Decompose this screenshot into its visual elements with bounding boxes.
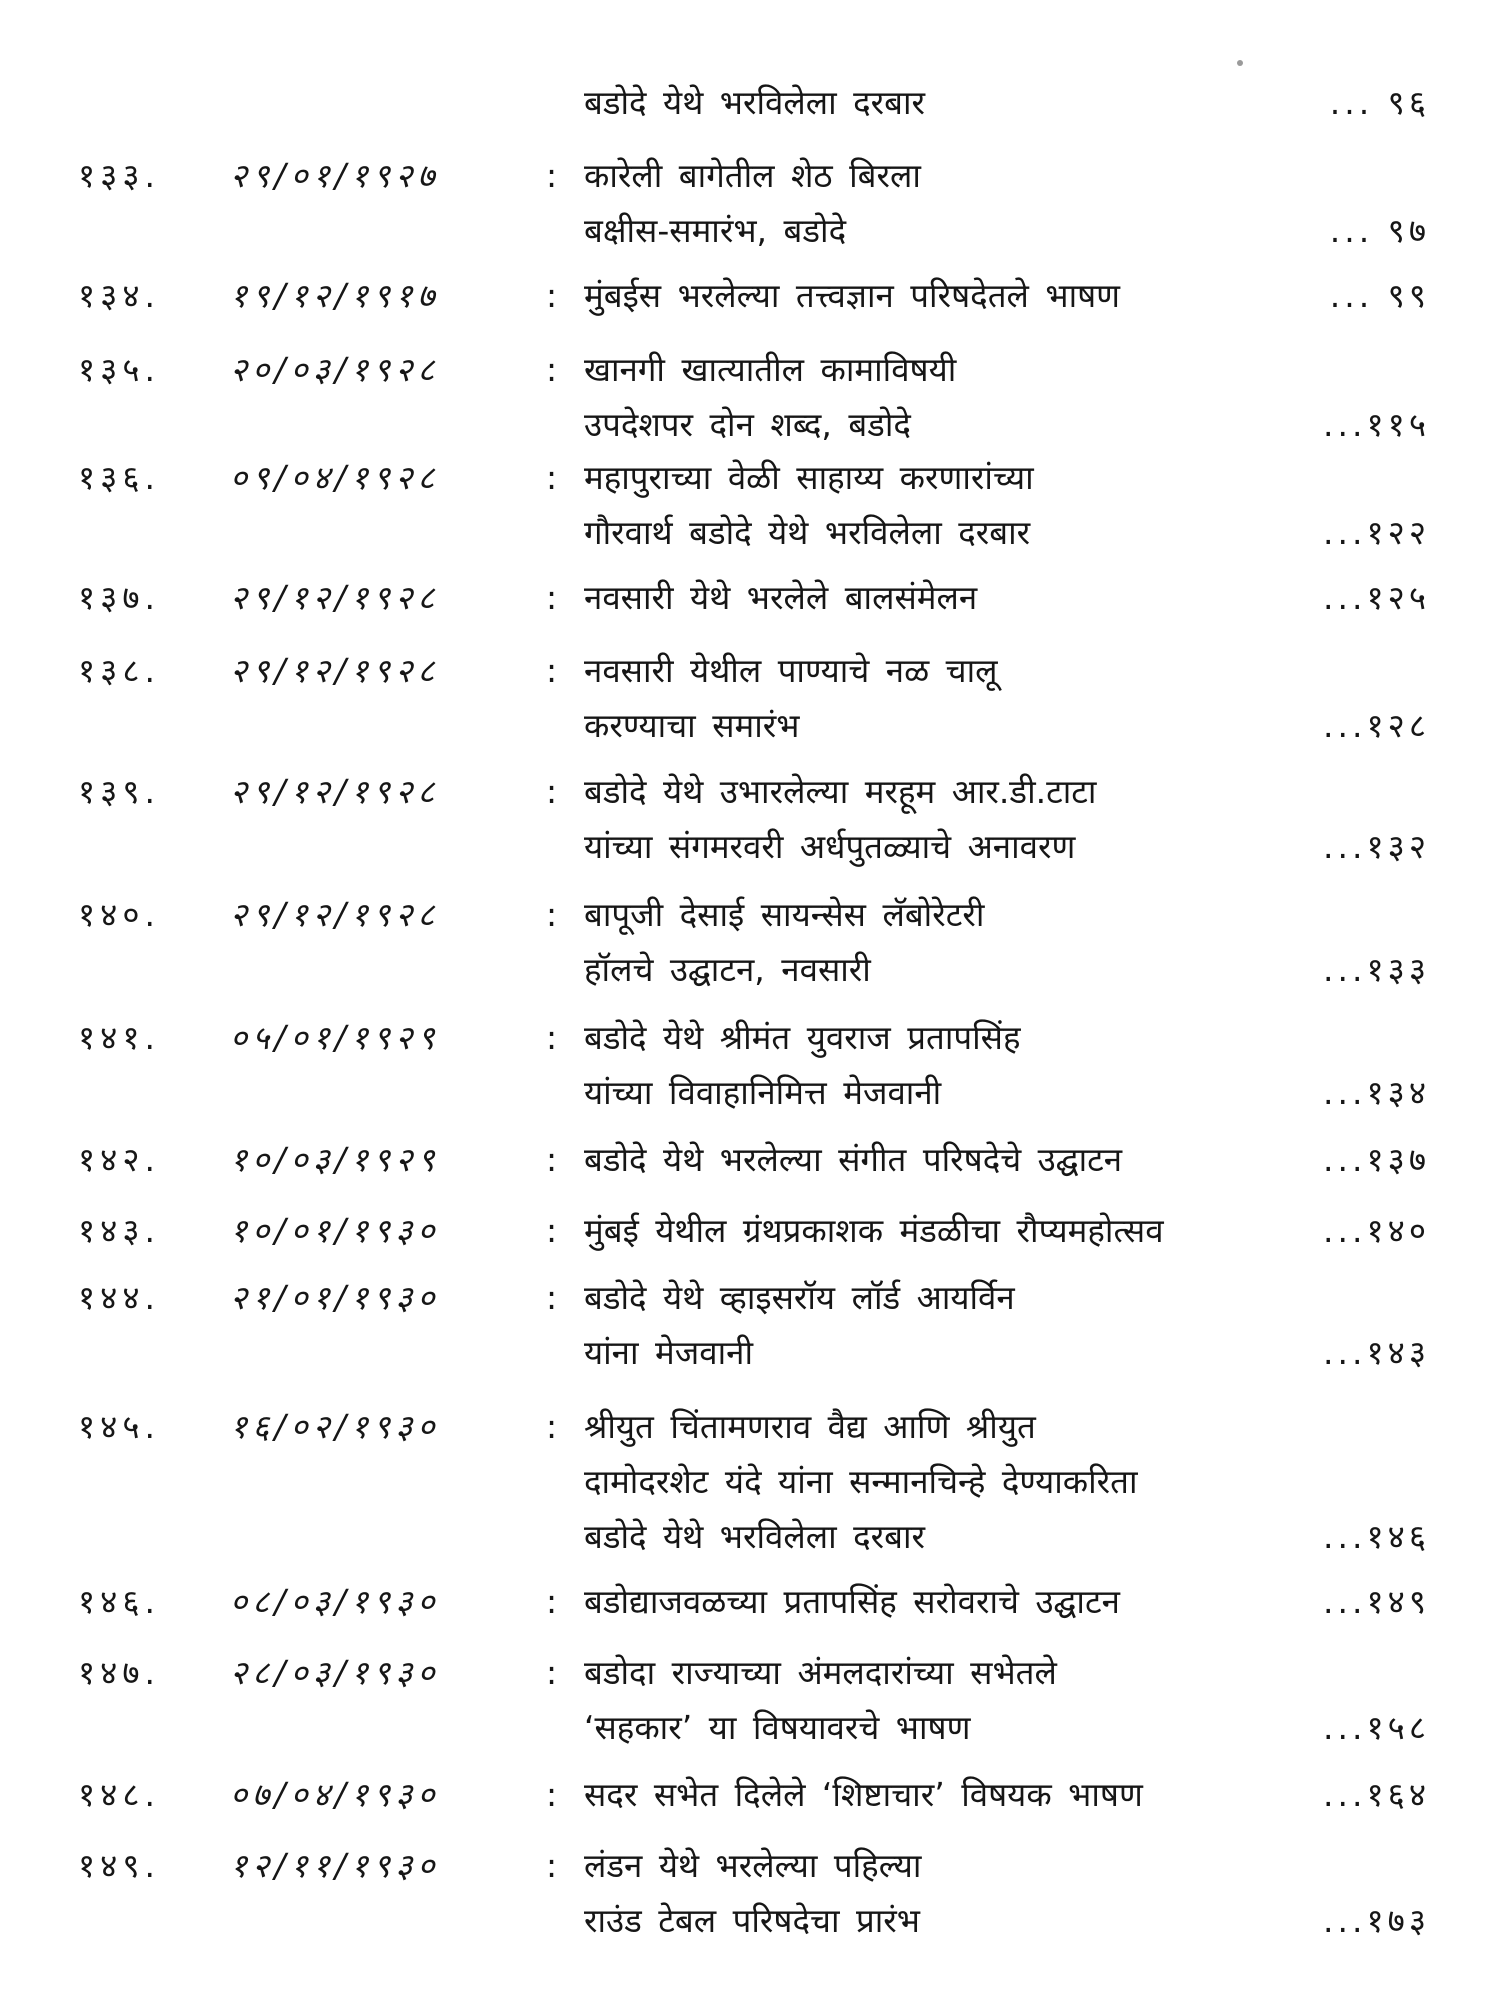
- entry-date: २८/०३/१९३०: [230, 1653, 440, 1692]
- entry-title: [584, 643, 1284, 753]
- page-number: ...१५८: [1323, 1708, 1430, 1747]
- entry-separator: :: [546, 276, 558, 315]
- entry-title: [584, 570, 1284, 625]
- entry-date: २१/०१/१९३०: [230, 1278, 440, 1317]
- title-line: खानगी खात्यातील कामाविषयी: [584, 350, 957, 389]
- title-line: नवसारी येथील पाण्याचे नळ चालू: [584, 651, 998, 690]
- page-number: ...१४०: [1323, 1211, 1430, 1250]
- entry-date: २९/१२/१९२८: [230, 772, 440, 811]
- entry-separator: :: [546, 458, 558, 497]
- title-line: बडोदे येथे भरविलेला दरबार: [584, 1517, 926, 1556]
- entry-date: १६/०२/१९३०: [230, 1407, 440, 1446]
- title-line: हॉलचे उद्घाटन, नवसारी: [584, 950, 871, 989]
- entry-separator: :: [546, 651, 558, 690]
- entry-title: [584, 1574, 1284, 1629]
- scan-mark: [1237, 60, 1243, 66]
- entry-date: २९/१२/१९२८: [230, 651, 440, 690]
- page-number: ... ९६: [1329, 83, 1430, 122]
- title-line: बडोदे येथे उभारलेल्या मरहूम आर.डी.टाटा: [584, 772, 1097, 811]
- entry-title: [584, 1010, 1284, 1120]
- page-number: ...१४९: [1323, 1582, 1430, 1621]
- entry-separator: :: [546, 1582, 558, 1621]
- entry-title: [584, 1645, 1284, 1755]
- entry-date: २९/१२/१९२८: [230, 578, 440, 617]
- entry-number: १३३.: [78, 156, 160, 195]
- entry-date: ०८/०३/१९३०: [230, 1582, 440, 1621]
- entry-number: १३४.: [78, 276, 160, 315]
- entry-separator: :: [546, 1018, 558, 1057]
- page-number: ...१३७: [1323, 1140, 1430, 1179]
- entry-title: [584, 75, 1284, 130]
- entry-number: १३९.: [78, 772, 160, 811]
- entry-number: १४४.: [78, 1278, 160, 1317]
- entry-title: [584, 1132, 1284, 1187]
- entry-number: १४१.: [78, 1018, 160, 1057]
- entry-date: १०/०१/१९३०: [230, 1211, 440, 1250]
- entry-number: १४०.: [78, 895, 160, 934]
- title-line: राउंड टेबल परिषदेचा प्रारंभ: [584, 1901, 921, 1940]
- title-line: बडोदे येथे भरविलेला दरबार: [584, 83, 926, 122]
- entry-title: [584, 1838, 1284, 1948]
- entry-title: [584, 450, 1284, 560]
- entry-date: २०/०३/१९२८: [230, 350, 440, 389]
- entry-number: १४३.: [78, 1211, 160, 1250]
- title-line: बडोदे येथे श्रीमंत युवराज प्रतापसिंह: [584, 1018, 1021, 1057]
- title-line: बडोदा राज्याच्या अंमलदारांच्या सभेतले: [584, 1653, 1057, 1692]
- entry-title: [584, 887, 1284, 997]
- entry-number: १४८.: [78, 1775, 160, 1814]
- entry-title: [584, 268, 1284, 323]
- entry-number: १३६.: [78, 458, 160, 497]
- entry-separator: :: [546, 772, 558, 811]
- entry-date: १९/१२/१९१७: [230, 276, 440, 315]
- page-number: ...१२८: [1323, 706, 1430, 745]
- title-line: गौरवार्थ बडोदे येथे भरविलेला दरबार: [584, 513, 1031, 552]
- page-number: ...१३४: [1323, 1073, 1430, 1112]
- entry-separator: :: [546, 1140, 558, 1179]
- entry-separator: :: [546, 1653, 558, 1692]
- entry-title: [584, 764, 1284, 874]
- entry-number: १४९.: [78, 1846, 160, 1885]
- entry-number: १३७.: [78, 578, 160, 617]
- title-line: यांच्या विवाहानिमित्त मेजवानी: [584, 1073, 942, 1112]
- entry-date: १२/११/१९३०: [230, 1846, 440, 1885]
- title-line: मुंबईस भरलेल्या तत्त्वज्ञान परिषदेतले भाषण: [584, 276, 1121, 315]
- entry-date: ०७/०४/१९३०: [230, 1775, 440, 1814]
- title-line: यांना मेजवानी: [584, 1333, 754, 1372]
- title-line: बक्षीस-समारंभ, बडोदे: [584, 211, 847, 250]
- title-line: यांच्या संगमरवरी अर्धपुतळ्याचे अनावरण: [584, 827, 1076, 866]
- entry-title: [584, 1399, 1284, 1564]
- page-number: ... ९७: [1329, 211, 1430, 250]
- page-number: ...१३३: [1323, 950, 1430, 989]
- entry-title: [584, 1270, 1284, 1380]
- entry-separator: :: [546, 1846, 558, 1885]
- entry-date: ०५/०१/१९२९: [230, 1018, 440, 1057]
- entry-title: [584, 1767, 1284, 1822]
- title-line: सदर सभेत दिलेले ‘शिष्टाचार’ विषयक भाषण: [584, 1775, 1143, 1814]
- title-line: श्रीयुत चिंतामणराव वैद्य आणि श्रीयुत: [584, 1407, 1036, 1446]
- entry-date: २९/१२/१९२८: [230, 895, 440, 934]
- entry-title: [584, 342, 1284, 452]
- title-line: कारेली बागेतील शेठ बिरला: [584, 156, 921, 195]
- entry-title: [584, 1203, 1284, 1258]
- entry-date: १०/०३/१९२९: [230, 1140, 440, 1179]
- title-line: बापूजी देसाई सायन्सेस लॅबोरेटरी: [584, 895, 985, 934]
- title-line: बडोदे येथे भरलेल्या संगीत परिषदेचे उद्घाटन: [584, 1140, 1123, 1179]
- entry-separator: :: [546, 1278, 558, 1317]
- entry-separator: :: [546, 895, 558, 934]
- entry-title: [584, 148, 1284, 258]
- entry-separator: :: [546, 350, 558, 389]
- entry-separator: :: [546, 1211, 558, 1250]
- title-line: ‘सहकार’ या विषयावरचे भाषण: [584, 1708, 971, 1747]
- entry-number: १४५.: [78, 1407, 160, 1446]
- title-line: लंडन येथे भरलेल्या पहिल्या: [584, 1846, 922, 1885]
- title-line: करण्याचा समारंभ: [584, 706, 800, 745]
- page-number: ...१२५: [1323, 578, 1430, 617]
- entry-date: २९/०१/१९२७: [230, 156, 440, 195]
- entry-separator: :: [546, 156, 558, 195]
- title-line: बडोद्याजवळच्या प्रतापसिंह सरोवराचे उद्घाटन: [584, 1582, 1120, 1621]
- title-line: नवसारी येथे भरलेले बालसंमेलन: [584, 578, 978, 617]
- entry-separator: :: [546, 1407, 558, 1446]
- entry-separator: :: [546, 1775, 558, 1814]
- page-number: ...१४३: [1323, 1333, 1430, 1372]
- page-number: ...१६४: [1323, 1775, 1430, 1814]
- title-line: महापुराच्या वेळी साहाय्य करणारांच्या: [584, 458, 1034, 497]
- entry-number: १३५.: [78, 350, 160, 389]
- entry-number: १३८.: [78, 651, 160, 690]
- page-number: ...१४६: [1323, 1517, 1430, 1556]
- page-number: ...१७३: [1323, 1901, 1430, 1940]
- title-line: दामोदरशेट यंदे यांना सन्मानचिन्हे देण्याकरिता: [584, 1462, 1138, 1501]
- entry-date: ०९/०४/१९२८: [230, 458, 440, 497]
- entry-number: १४२.: [78, 1140, 160, 1179]
- page-number: ...१२२: [1323, 513, 1430, 552]
- entry-separator: :: [546, 578, 558, 617]
- title-line: उपदेशपर दोन शब्द, बडोदे: [584, 405, 911, 444]
- page-number: ... ९९: [1329, 276, 1430, 315]
- title-line: मुंबई येथील ग्रंथप्रकाशक मंडळीचा रौप्यमहोत्सव: [584, 1211, 1164, 1250]
- page-number: ...११५: [1323, 405, 1430, 444]
- entry-number: १४६.: [78, 1582, 160, 1621]
- entry-number: १४७.: [78, 1653, 160, 1692]
- title-line: बडोदे येथे व्हाइसरॉय लॉर्ड आयर्विन: [584, 1278, 1015, 1317]
- page-number: ...१३२: [1323, 827, 1430, 866]
